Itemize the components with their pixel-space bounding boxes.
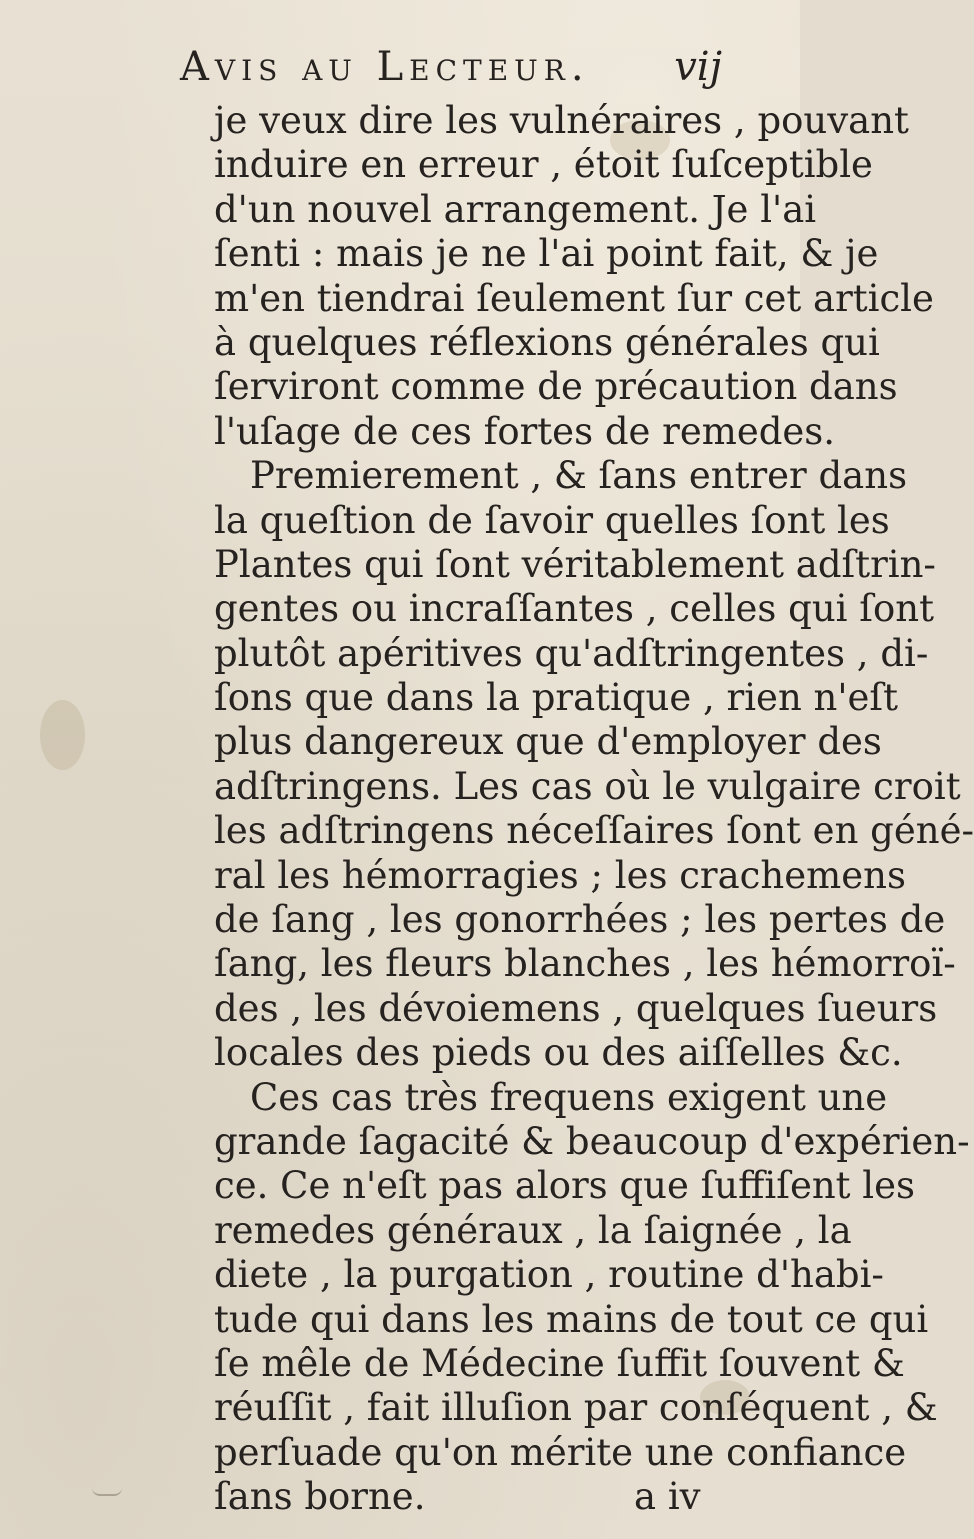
signature-mark: a iv xyxy=(634,1475,701,1519)
text-line: de ſang , les gonorrhées ; les pertes de xyxy=(214,898,946,942)
text-line: les adſtringens néceſſaires ſont en géné- xyxy=(214,809,974,853)
text-line: je veux dire les vulnéraires , pouvant xyxy=(214,99,909,142)
text-line: plus dangereux que d'employer des xyxy=(214,720,882,764)
page-number: vij xyxy=(674,44,722,90)
text-line: remedes généraux , la ſaignée , la xyxy=(214,1208,852,1252)
running-header xyxy=(180,44,740,104)
text-line: plutôt apéritives qu'adſtringentes , di- xyxy=(214,631,929,675)
text-line: ſenti : mais je ne l'ai point fait, & je xyxy=(214,232,879,276)
text-line: ſang, les fleurs blanches , les hémorroï- xyxy=(214,942,956,986)
text-line: la queſtion de ſavoir quelles ſont les xyxy=(214,498,890,542)
text-line: grande ſagacité & beaucoup d'expérien- xyxy=(214,1119,970,1163)
text-line: adſtringens. Les cas où le vulgaire croit xyxy=(214,764,961,808)
text-line: ral les hémorragies ; les crachemens xyxy=(214,853,906,897)
last-line xyxy=(214,1475,701,1519)
text-line: gentes ou incraſſantes , celles qui ſont xyxy=(214,587,934,631)
text-line: m'en tiendrai ſeulement ſur cet article xyxy=(214,276,934,320)
text-line: induire en erreur , étoit ſuſceptible xyxy=(214,143,873,187)
ink-smudge xyxy=(92,1488,122,1496)
text-line: perſuade qu'on mérite une confiance xyxy=(214,1430,907,1474)
text-line: locales des pieds ou des aiſſelles &c. xyxy=(214,1031,903,1075)
text-line: diete , la purgation , routine d'habi- xyxy=(214,1253,884,1297)
text-line: ſe mêle de Médecine ſuffit ſouvent & xyxy=(214,1341,905,1385)
text-line: l'uſage de ces fortes de remedes. xyxy=(214,409,836,453)
body-text xyxy=(214,99,974,1520)
text-line: Premierement , & ſans entrer dans xyxy=(250,454,908,498)
text-line: à quelques réflexions générales qui xyxy=(214,320,880,364)
paper-stain xyxy=(40,700,85,770)
text-line: ſerviront comme de précaution dans xyxy=(214,365,898,409)
text-line: des , les dévoiemens , quelques ſueurs xyxy=(214,986,938,1030)
text-line: ſans borne. xyxy=(214,1475,426,1519)
text-line: ſons que dans la pratique , rien n'eſt xyxy=(214,676,898,720)
text-line: tude qui dans les mains de tout ce qui xyxy=(214,1297,929,1341)
text-line: réuſſit , fait illuſion par conſéquent , & xyxy=(214,1386,938,1430)
running-title: Avis au Lecteur. xyxy=(180,44,590,90)
text-line: ce. Ce n'eſt pas alors que ſuffiſent les xyxy=(214,1164,916,1208)
text-line: Plantes qui ſont véritablement adſtrin- xyxy=(214,542,936,586)
text-line: d'un nouvel arrangement. Je l'ai xyxy=(214,187,817,231)
text-line: Ces cas très frequens exigent une xyxy=(250,1075,888,1119)
